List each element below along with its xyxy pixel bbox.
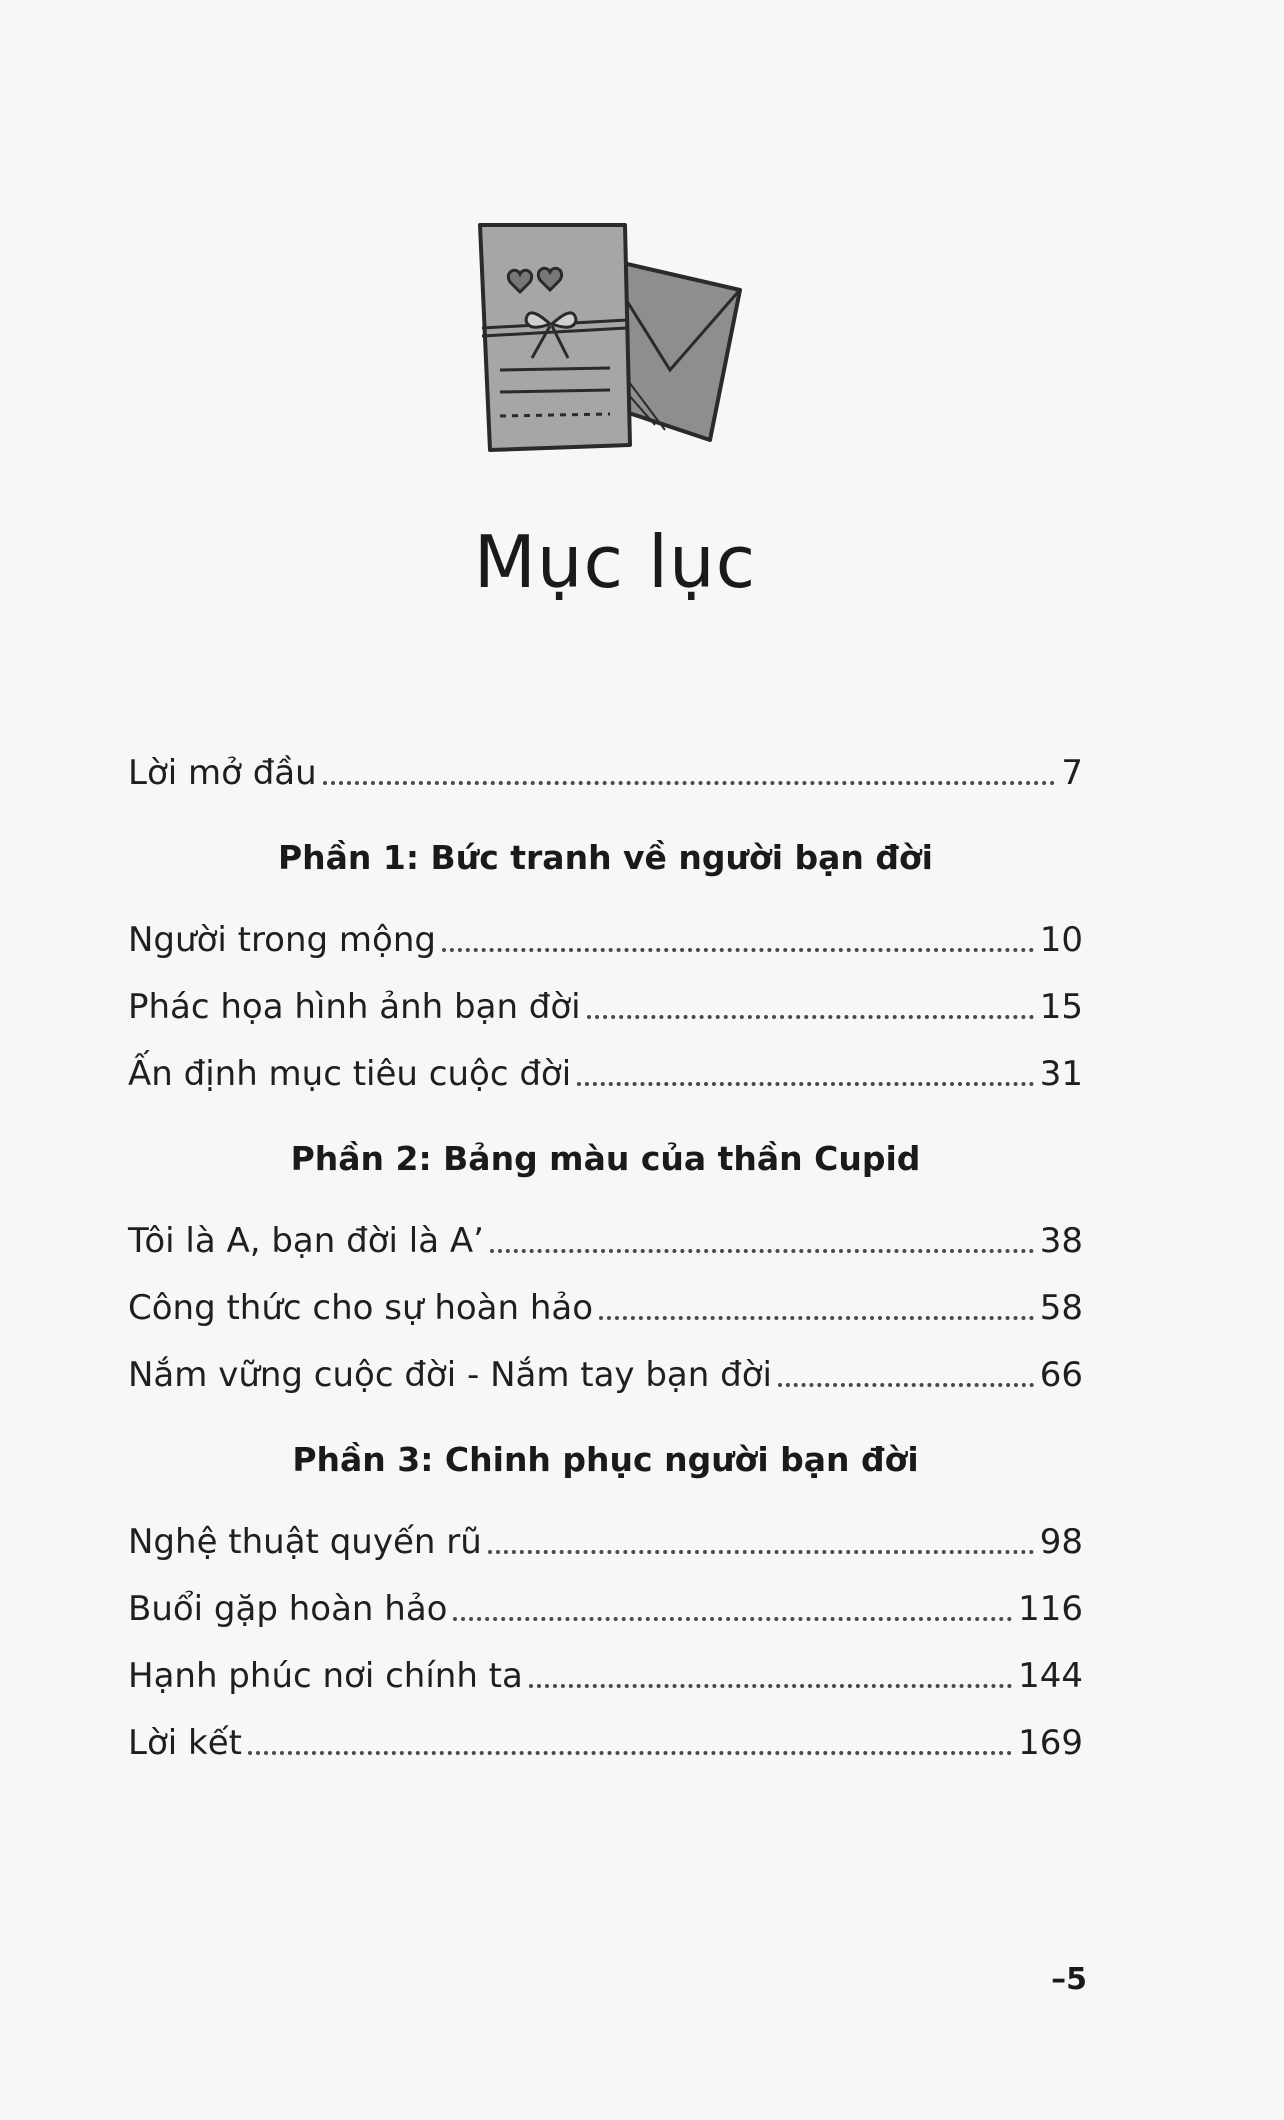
toc-entry-label: Người trong mộng [128, 920, 436, 960]
toc-entry[interactable] [128, 1194, 1083, 1261]
toc-entry-label: Buổi gặp hoàn hảo [128, 1589, 448, 1629]
toc-entry[interactable] [128, 1328, 1083, 1395]
toc-entry-page: 10 [1039, 920, 1083, 960]
toc-entry-label: Hạnh phúc nơi chính ta [128, 1656, 523, 1696]
toc-entry-intro[interactable] [128, 726, 1083, 793]
toc-entry-page: 169 [1018, 1723, 1083, 1763]
toc-entry[interactable] [128, 1261, 1083, 1328]
dot-leader [577, 1082, 1034, 1086]
toc-entry[interactable] [128, 893, 1083, 960]
toc-entry-page: 58 [1039, 1288, 1083, 1328]
toc-entry-label: Lời mở đầu [128, 753, 317, 793]
toc-entry-page: 38 [1039, 1221, 1083, 1261]
toc-entry[interactable] [128, 1629, 1083, 1696]
toc-entry-label: Công thức cho sự hoàn hảo [128, 1288, 594, 1328]
toc-entry-page: 31 [1039, 1054, 1083, 1094]
dot-leader [529, 1684, 1012, 1688]
toc-entry[interactable] [128, 1696, 1083, 1763]
toc-entry[interactable] [128, 1495, 1083, 1562]
toc-entry-page: 116 [1018, 1589, 1083, 1629]
page-title: Mục lục [473, 520, 757, 605]
dot-leader [488, 1550, 1034, 1554]
page-number: –5 [1051, 1962, 1087, 1997]
toc-entry-label: Nghệ thuật quyến rũ [128, 1522, 482, 1562]
dot-leader [453, 1617, 1012, 1621]
dot-leader [248, 1751, 1012, 1755]
toc-entry-page: 98 [1039, 1522, 1083, 1562]
section-heading-part1: Phần 1: Bức tranh về người bạn đời [277, 838, 933, 877]
toc-entry-page: 144 [1018, 1656, 1083, 1696]
toc-entry[interactable] [128, 960, 1083, 1027]
dot-leader [442, 948, 1034, 952]
toc-entry[interactable] [128, 1562, 1083, 1629]
toc-entry-label: Lời kết [128, 1723, 242, 1763]
section-heading-part3: Phần 3: Chinh phục người bạn đời [292, 1440, 919, 1479]
dot-leader [490, 1249, 1034, 1253]
dot-leader [778, 1383, 1034, 1387]
toc-entry-label: Ấn định mục tiêu cuộc đời [128, 1054, 572, 1094]
toc-entry-page: 15 [1039, 987, 1083, 1027]
dot-leader [323, 781, 1056, 785]
table-of-contents [128, 726, 1083, 1763]
toc-entry-label: Phác họa hình ảnh bạn đời [128, 987, 581, 1027]
dot-leader [587, 1015, 1034, 1019]
toc-entry-page: 66 [1039, 1355, 1083, 1395]
toc-entry[interactable] [128, 1027, 1083, 1094]
section-heading-part2: Phần 2: Bảng màu của thần Cupid [290, 1139, 921, 1178]
dot-leader [599, 1316, 1034, 1320]
toc-entry-page: 7 [1061, 753, 1083, 793]
letter-envelope-icon [470, 220, 750, 470]
toc-entry-label: Tôi là A, bạn đời là A’ [128, 1221, 484, 1261]
toc-entry-label: Nắm vững cuộc đời - Nắm tay bạn đời [128, 1355, 772, 1395]
